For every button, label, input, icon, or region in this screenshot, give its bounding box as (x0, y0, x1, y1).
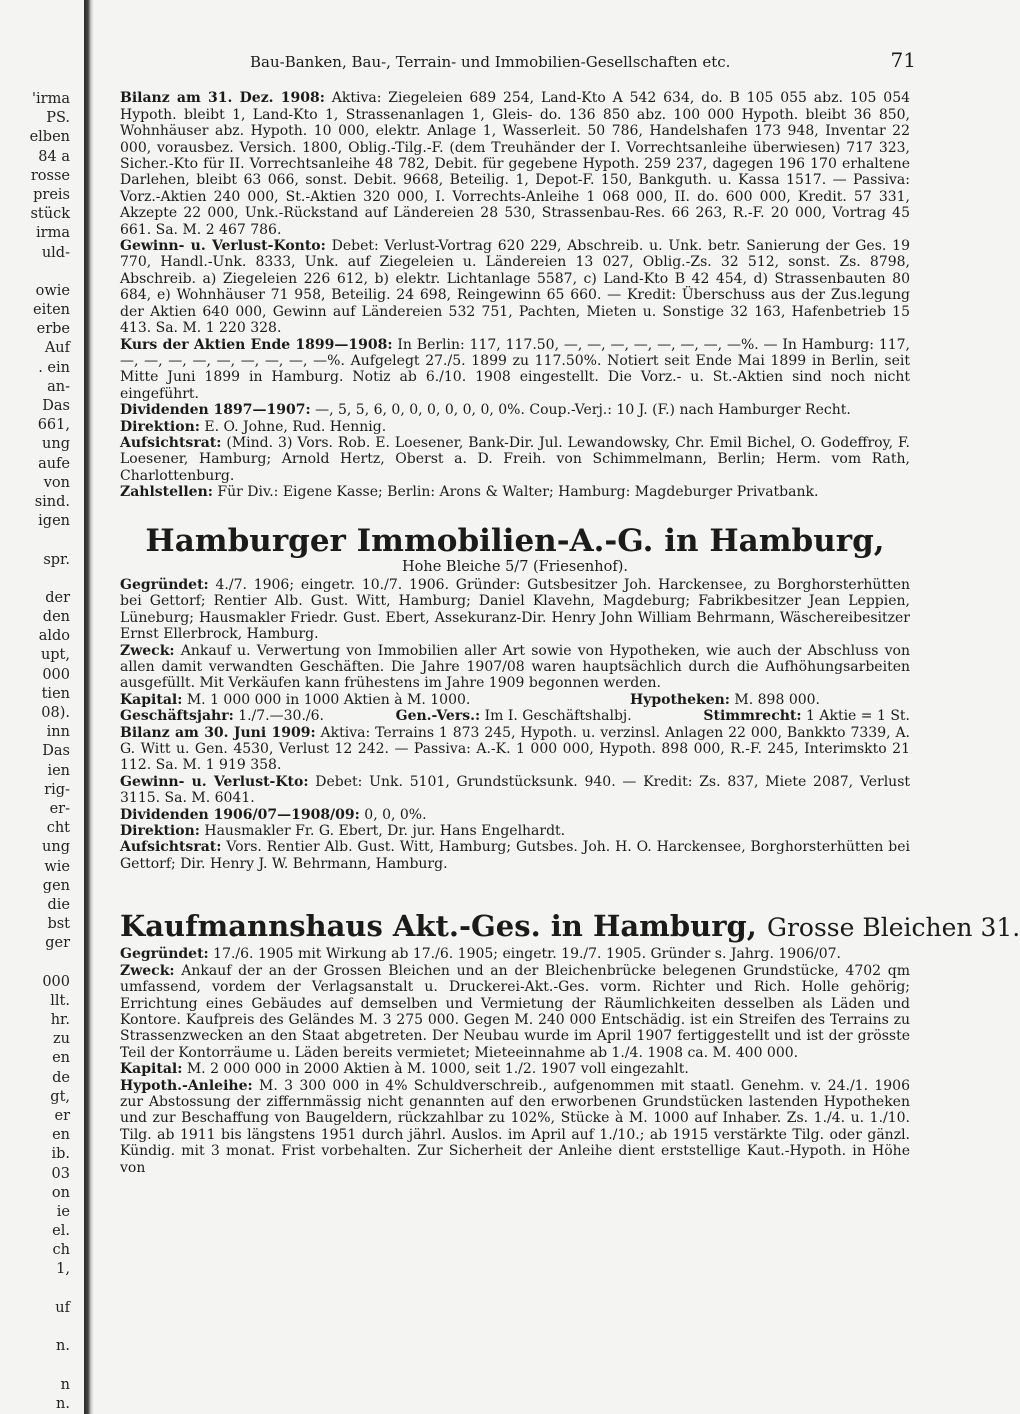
left-fragment-line: ie (56, 1203, 70, 1220)
left-fragment-line: aufe (38, 455, 70, 472)
left-fragment-line: eiten (33, 302, 70, 319)
left-fragment-line: sind. (34, 493, 70, 510)
left-fragment-line: uf (55, 1299, 70, 1316)
left-fragment-line: tien (41, 685, 70, 702)
book-gutter (84, 0, 94, 1414)
zweck-paragraph (120, 963, 910, 1061)
left-fragment-line: igen (38, 513, 70, 530)
direktion-label: Direktion: (120, 418, 200, 435)
left-fragment-line: . ein (38, 359, 70, 376)
running-head (120, 48, 916, 72)
left-fragment-line: gen (42, 877, 70, 894)
left-fragment-line: ung (42, 839, 70, 856)
left-fragment-line: stück (30, 206, 70, 223)
gen-vers-label: Gen.-Vers.: (395, 708, 481, 725)
bilanz-label: Bilanz am 31. Dez. 1908: (120, 90, 325, 107)
zweck-label: Zweck: (120, 642, 175, 659)
company-heading: Hamburger Immobilien-A.-G. in Hamburg, (145, 522, 885, 559)
bilanz-label: Bilanz am 30. Juni 1909: (120, 724, 316, 741)
dividenden-text: —, 5, 5, 6, 0, 0, 0, 0, 0, 0, 0%. Coup.-Verj.: 10 J. (F.) nach Hamburger Recht. (315, 402, 851, 419)
left-fragment-line: wie (44, 858, 70, 875)
left-fragment-line: elben (29, 129, 70, 146)
gegruendet-paragraph (120, 946, 910, 962)
left-fragment-line: rig- (44, 781, 70, 798)
left-fragment-line: el. (52, 1223, 70, 1240)
aufsichtsrat-paragraph (120, 839, 910, 872)
left-fragment-line: ung (42, 436, 70, 453)
left-fragment-line: en (52, 1050, 70, 1067)
dividenden-label: Dividenden 1906/07—1908/09: (120, 806, 360, 823)
left-fragment-line: Das (42, 743, 70, 760)
running-title: Bau-Banken, Bau-, Terrain- und Immobilien-Gesellschaften etc. (250, 53, 731, 71)
left-fragment-line: de (52, 1069, 70, 1086)
guv-text: Debet: Verlust-Vortrag 620 229, Abschreib. u. Unk. betr. Sanierung der Ges. 19 770, Handl.-Unk. 8333, Unk. auf Ziegeleien u. Ländereien 13 027, Oblig.-Zs. 32 512, sonst. Zs. 8798, Abschreib. a) Ziegeleien 226 612, b) elektr. Lichtanlage 5587, c) Land-Kto B 42 454, d) Strassenbauten 80 684, e) Wohnhäuser 71 958, Beteilig. 24 698, Reingewinn 65 660. — Kredit: Überschuss aus der Zus.legung der Aktien 640 000, Gewinn auf Ländereien 532 751, Pachten, Mieten u. Sonstige 32 163, Hafenbetrieb 15 413. Sa. M. 1 220 328. (120, 238, 910, 337)
left-fragment-line (0, 531, 70, 550)
left-fragment-line (0, 1318, 70, 1337)
left-fragment-line: en (52, 1127, 70, 1144)
left-fragment-line (0, 263, 70, 282)
left-fragment-line: irma (36, 225, 70, 242)
gegruendet-label: Gegründet: (120, 946, 209, 963)
left-fragment-line: 'irma (32, 91, 70, 107)
zahlstellen-text: Für Div.: Eigene Kasse; Berlin: Arons & Walter; Hamburg: Magdeburger Privatbank. (217, 484, 819, 501)
bilanz-paragraph (120, 725, 910, 774)
left-fragment-line: erbe (36, 321, 70, 338)
kapital-paragraph (120, 1061, 910, 1077)
left-fragment-line: er- (49, 800, 70, 817)
left-fragment-line (0, 1356, 70, 1375)
guv-label: Gewinn- u. Verlust-Kto: (120, 773, 309, 790)
left-fragment-line: cht (46, 820, 70, 837)
gen-vers-text: Im I. Geschäftshalbj. (484, 708, 632, 725)
zahlstellen-label: Zahlstellen: (120, 484, 213, 501)
kapital-label: Kapital: (120, 1061, 183, 1078)
bilanz-text: Aktiva: Ziegeleien 689 254, Land-Kto A 542 634, do. B 105 055 abz. 105 054 Hypoth. bleibt 1, Land-Kto 1, Strassenanlagen 1, Gleis- do. 136 850 abz. 100 000 Hypoth. bleibt 36 850, Wohnhäuser abz. Hypoth. 10 000, elektr. Anlage 1, Wasserleit. 50 786, Handelshafen 173 948, Inventar 22 000, vorausbez. Versich. 1800, Oblig.-Tilg.-F. (dem Treuhänder der I. Vorrechtsanleihe überwiesen) 717 323, Sicher.-Kto für II. Vorrechtsanleihe 48 782, Debit. für gegebene Hypoth. 259 237, dagegen 196 170 erhaltene Darlehen, bleibt 63 066, sonst. Debit. 9668, Beteilig. 1, Depot-F. 150, Bankguth. u. Kassa 1517. — Passiva: Vorz.-Aktien 240 000, St.-Aktien 320 000, I. Vorrechts-Anleihe 1 068 000, II. do. 600 000, Kredit. 57 331, Akzepte 22 000, Unk.-Rückstand auf Ländereien 28 530, Strassenbau-Res. 66 263, R.-F. 20 000, Vortrag 45 661. Sa. M. 2 467 786. (120, 90, 911, 238)
zahlstellen-paragraph (120, 484, 910, 500)
bilanz-text: Aktiva: Terrains 1 873 245, Hypoth. u. verzinsl. Anlagen 22 000, Bankkto 7339, A. G. Witt u. Gen. 4530, Verlust 12 242. — Passiva: A.-K. 1 000 000, Hypoth. 898 000, R.-F. 245, Interimskto 21 112. Sa. M. 1 919 358. (120, 724, 911, 774)
left-fragment-line: 000 (42, 973, 70, 990)
left-fragment-line: preis (33, 186, 70, 203)
geschaeftsjahr-text: 1./7.—30./6. (238, 708, 324, 725)
zweck-paragraph (120, 643, 910, 692)
kapital-hypotheken-row (120, 692, 910, 708)
left-fragment-line: n (60, 1376, 70, 1393)
aufsichtsrat-label: Aufsichtsrat: (120, 434, 222, 451)
left-fragment-line: aldo (38, 628, 70, 645)
stimmrecht-label: Stimmrecht: (703, 708, 802, 725)
aufsichtsrat-text: (Mind. 3) Vors. Rob. E. Loesener, Bank-Dir. Jul. Lewandowsky, Chr. Emil Bichel, O. Godeffroy, F. Loesener, Hamburg; Arnold Hertz, Oberst a. D. Freih. von Schimmelmann, Berlin; Herm. vom Rath, Charlottenburg. (120, 434, 911, 484)
anleihe-label: Hypoth.-Anleihe: (120, 1077, 253, 1094)
left-fragment-line: 661, (37, 417, 70, 434)
left-fragment-line: 03 (51, 1165, 70, 1182)
left-fragment-line: n. (56, 1395, 70, 1412)
kapital-label: Kapital: (120, 691, 183, 708)
left-fragment-line (0, 1280, 70, 1299)
hypotheken-text: M. 898 000. (734, 691, 820, 708)
kurs-text: In Berlin: 117, 117.50, —, —, —, —, —, —, —, —%. — In Hamburg: 117, —, —, —, —, —, —, —, —, —%. Aufgelegt 27./5. 1899 zu 117.50%. Notiert seit Ende Mai 1899 in Berlin, seit Mitte Juni 1899 in Hamburg. Notiz ab 6./10. 1908 eingestellt. Die Vorz.- u. St.-Aktien sind noch nicht eingeführt. (120, 336, 910, 402)
direktion-paragraph (120, 419, 910, 435)
company-title: Kaufmannshaus Akt.-Ges. in Hamburg, (120, 909, 757, 944)
left-fragment-line: ger (45, 935, 70, 952)
guv-label: Gewinn- u. Verlust-Konto: (120, 238, 326, 255)
left-fragment-line: 000 (42, 666, 70, 683)
gegruendet-label: Gegründet: (120, 576, 209, 593)
gegruendet-paragraph (120, 577, 910, 643)
left-fragment-line: Auf (44, 340, 70, 357)
left-fragment-line: 1, (56, 1261, 70, 1278)
left-fragment-line: den (42, 609, 70, 626)
company-heading (120, 908, 1020, 946)
zweck-text: Ankauf u. Verwertung von Immobilien aller Art sowie von Hypotheken, wie auch der Abschluss von allen damit verwandten Geschäften. Die Jahre 1907/08 waren hauptsächlich durch die Aufhöhungsarbeiten ausgefüllt. Mit Verkäufen kann frühestens im Jahre 1909 begonnen werden. (120, 642, 911, 692)
page-number: 71 (890, 48, 916, 72)
left-fragment-line: Das (42, 398, 70, 414)
left-fragment-line: zu (53, 1031, 70, 1048)
zweck-label: Zweck: (120, 962, 175, 979)
hypotheken-label: Hypotheken: (629, 691, 730, 708)
left-fragment-line: an- (47, 378, 70, 395)
guv-paragraph (120, 774, 910, 807)
left-fragment-line: PS. (46, 110, 70, 127)
kurs-label: Kurs der Aktien Ende 1899—1908: (120, 336, 393, 353)
left-fragment-line: llt. (50, 992, 70, 1009)
geschaeftsjahr-label: Geschäftsjahr: (120, 708, 234, 725)
left-fragment-line: 08). (41, 705, 70, 721)
dividenden-paragraph (120, 402, 910, 418)
guv-text: Debet: Unk. 5101, Grundstücksunk. 940. — Kredit: Zs. 837, Miete 2087, Verlust 3115. Sa. M. 6041. (120, 773, 911, 807)
left-fragment-line: ib. (51, 1146, 70, 1163)
kurs-paragraph (120, 337, 910, 403)
left-page-fragment-column (0, 90, 70, 1412)
stimmrecht-text: 1 Aktie = 1 St. (806, 708, 910, 725)
left-fragment-line (0, 953, 70, 972)
left-fragment-line: ch (52, 1242, 70, 1259)
page-main-column (120, 48, 1020, 1176)
left-fragment-line: on (51, 1184, 70, 1201)
direktion-text: E. O. Johne, Rud. Hennig. (204, 418, 387, 435)
kapital-text: M. 2 000 000 in 2000 Aktien à M. 1000, seit 1./2. 1907 voll eingezahlt. (186, 1061, 689, 1078)
left-fragment-line: die (47, 896, 70, 913)
direktion-label: Direktion: (120, 823, 200, 840)
left-fragment-line: ien (47, 762, 70, 779)
guv-paragraph (120, 238, 910, 336)
left-fragment-line: n. (56, 1338, 70, 1355)
left-fragment-line: gt, (50, 1088, 70, 1105)
left-fragment-line (0, 570, 70, 589)
left-fragment-line: rosse (30, 167, 70, 184)
zweck-text: Ankauf der an der Grossen Bleichen und an der Bleichenbrücke belegenen Grundstücke, 4702 qm umfassend, vordem der Verlagsanstalt u. Druckerei-Akt.-Ges. vorm. Richter und Rich. Holle gehörig; Errichtung eines Gebäudes auf demselben und Vermietung der Räumlichkeiten desselben als Läden und Kontore. Kaufpreis des Geländes M. 3 275 000. Gegen M. 240 000 Entschädig. ist ein Streifen des Terrains zu Strassenzwecken an den Staat abgetreten. Der Neubau wurde im April 1907 fertiggestellt und ist der grösste Teil der Kontorräume u. Läden bereits vermietet; Mieteeinnahme ab 1./4. 1908 ca. M. 400 000. (120, 962, 910, 1061)
direktion-text: Hausmakler Fr. G. Ebert, Dr. jur. Hans Engelhardt. (204, 823, 566, 840)
geschaeftsjahr-row (120, 708, 910, 724)
aufsichtsrat-text: Vors. Rentier Alb. Gust. Witt, Hamburg; Gutsbes. Joh. H. O. Harckensee, Borghorsterhütten bei Gettorf; Dir. Henry J. W. Behrmann, Hamburg. (120, 839, 910, 872)
aufsichtsrat-label: Aufsichtsrat: (120, 839, 222, 856)
company-address: Hohe Bleiche 5/7 (Friesenhof). (402, 558, 628, 575)
left-fragment-line: uld- (41, 244, 70, 261)
gegruendet-text: 17./6. 1905 mit Wirkung ab 17./6. 1905; eingetr. 19./7. 1905. Gründer s. Jahrg. 1906/07. (213, 946, 842, 963)
company-address: Grosse Bleichen 31. (766, 913, 1020, 943)
anleihe-paragraph (120, 1078, 910, 1176)
direktion-paragraph (120, 823, 910, 839)
left-fragment-line: hr. (50, 1012, 70, 1028)
left-fragment-line: owie (35, 282, 70, 299)
dividenden-label: Dividenden 1897—1907: (120, 402, 311, 419)
left-fragment-line: er (54, 1107, 70, 1124)
left-fragment-line: inn (46, 724, 70, 741)
left-fragment-line: der (45, 589, 70, 606)
bilanz-paragraph (120, 90, 910, 238)
gegruendet-text: 4./7. 1906; eingetr. 10./7. 1906. Gründer: Gutsbesitzer Joh. Harckensee, zu Borghorsterhütten bei Gettorf; Rentier Alb. Gust. Witt, Hamburg; Daniel Klavehn, Magdeburg; Fabrikbesitzer Jean Leppien, Lüneburg; Hausmakler Friedr. Gust. Ebert, Assekuranz-Dir. Henry John William Behrmann, Wäschereibesitzer Ernst Ellerbrock, Hamburg. (120, 576, 910, 643)
anleihe-text: M. 3 300 000 in 4% Schuldverschreib., aufgenommen mit staatl. Genehm. v. 24./1. 1906 zur Abstossung der ziffernmässig nicht genannten auf den erworbenen Grundstücken lastenden Hypotheken und zur Beschaffung von Baugeldern, rückzahlbar zu 102%, Stücke à M. 1000 auf Inhaber. Zs. 1./4. u. 1./10. Tilg. ab 1911 bis längstens 1951 durch jährl. Auslos. im April auf 1./10.; ab 1915 verstärkte Tilg. oder gänzl. Kündig. mit 3 monat. Frist vorbehalten. Zur Sicherheit der Anleihe dient erststellige Kaut.-Hypoth. in Höhe von (120, 1077, 910, 1176)
dividenden-text: 0, 0, 0%. (364, 806, 427, 823)
kapital-text: M. 1 000 000 in 1000 Aktien à M. 1000. (186, 691, 471, 708)
left-fragment-line: upt, (40, 647, 70, 664)
left-fragment-line: von (43, 474, 70, 491)
left-fragment-line: spr. (43, 551, 70, 568)
left-fragment-line: 84 a (38, 148, 70, 165)
left-fragment-line: bst (47, 916, 70, 933)
dividenden-paragraph (120, 807, 910, 823)
aufsichtsrat-paragraph (120, 435, 910, 484)
